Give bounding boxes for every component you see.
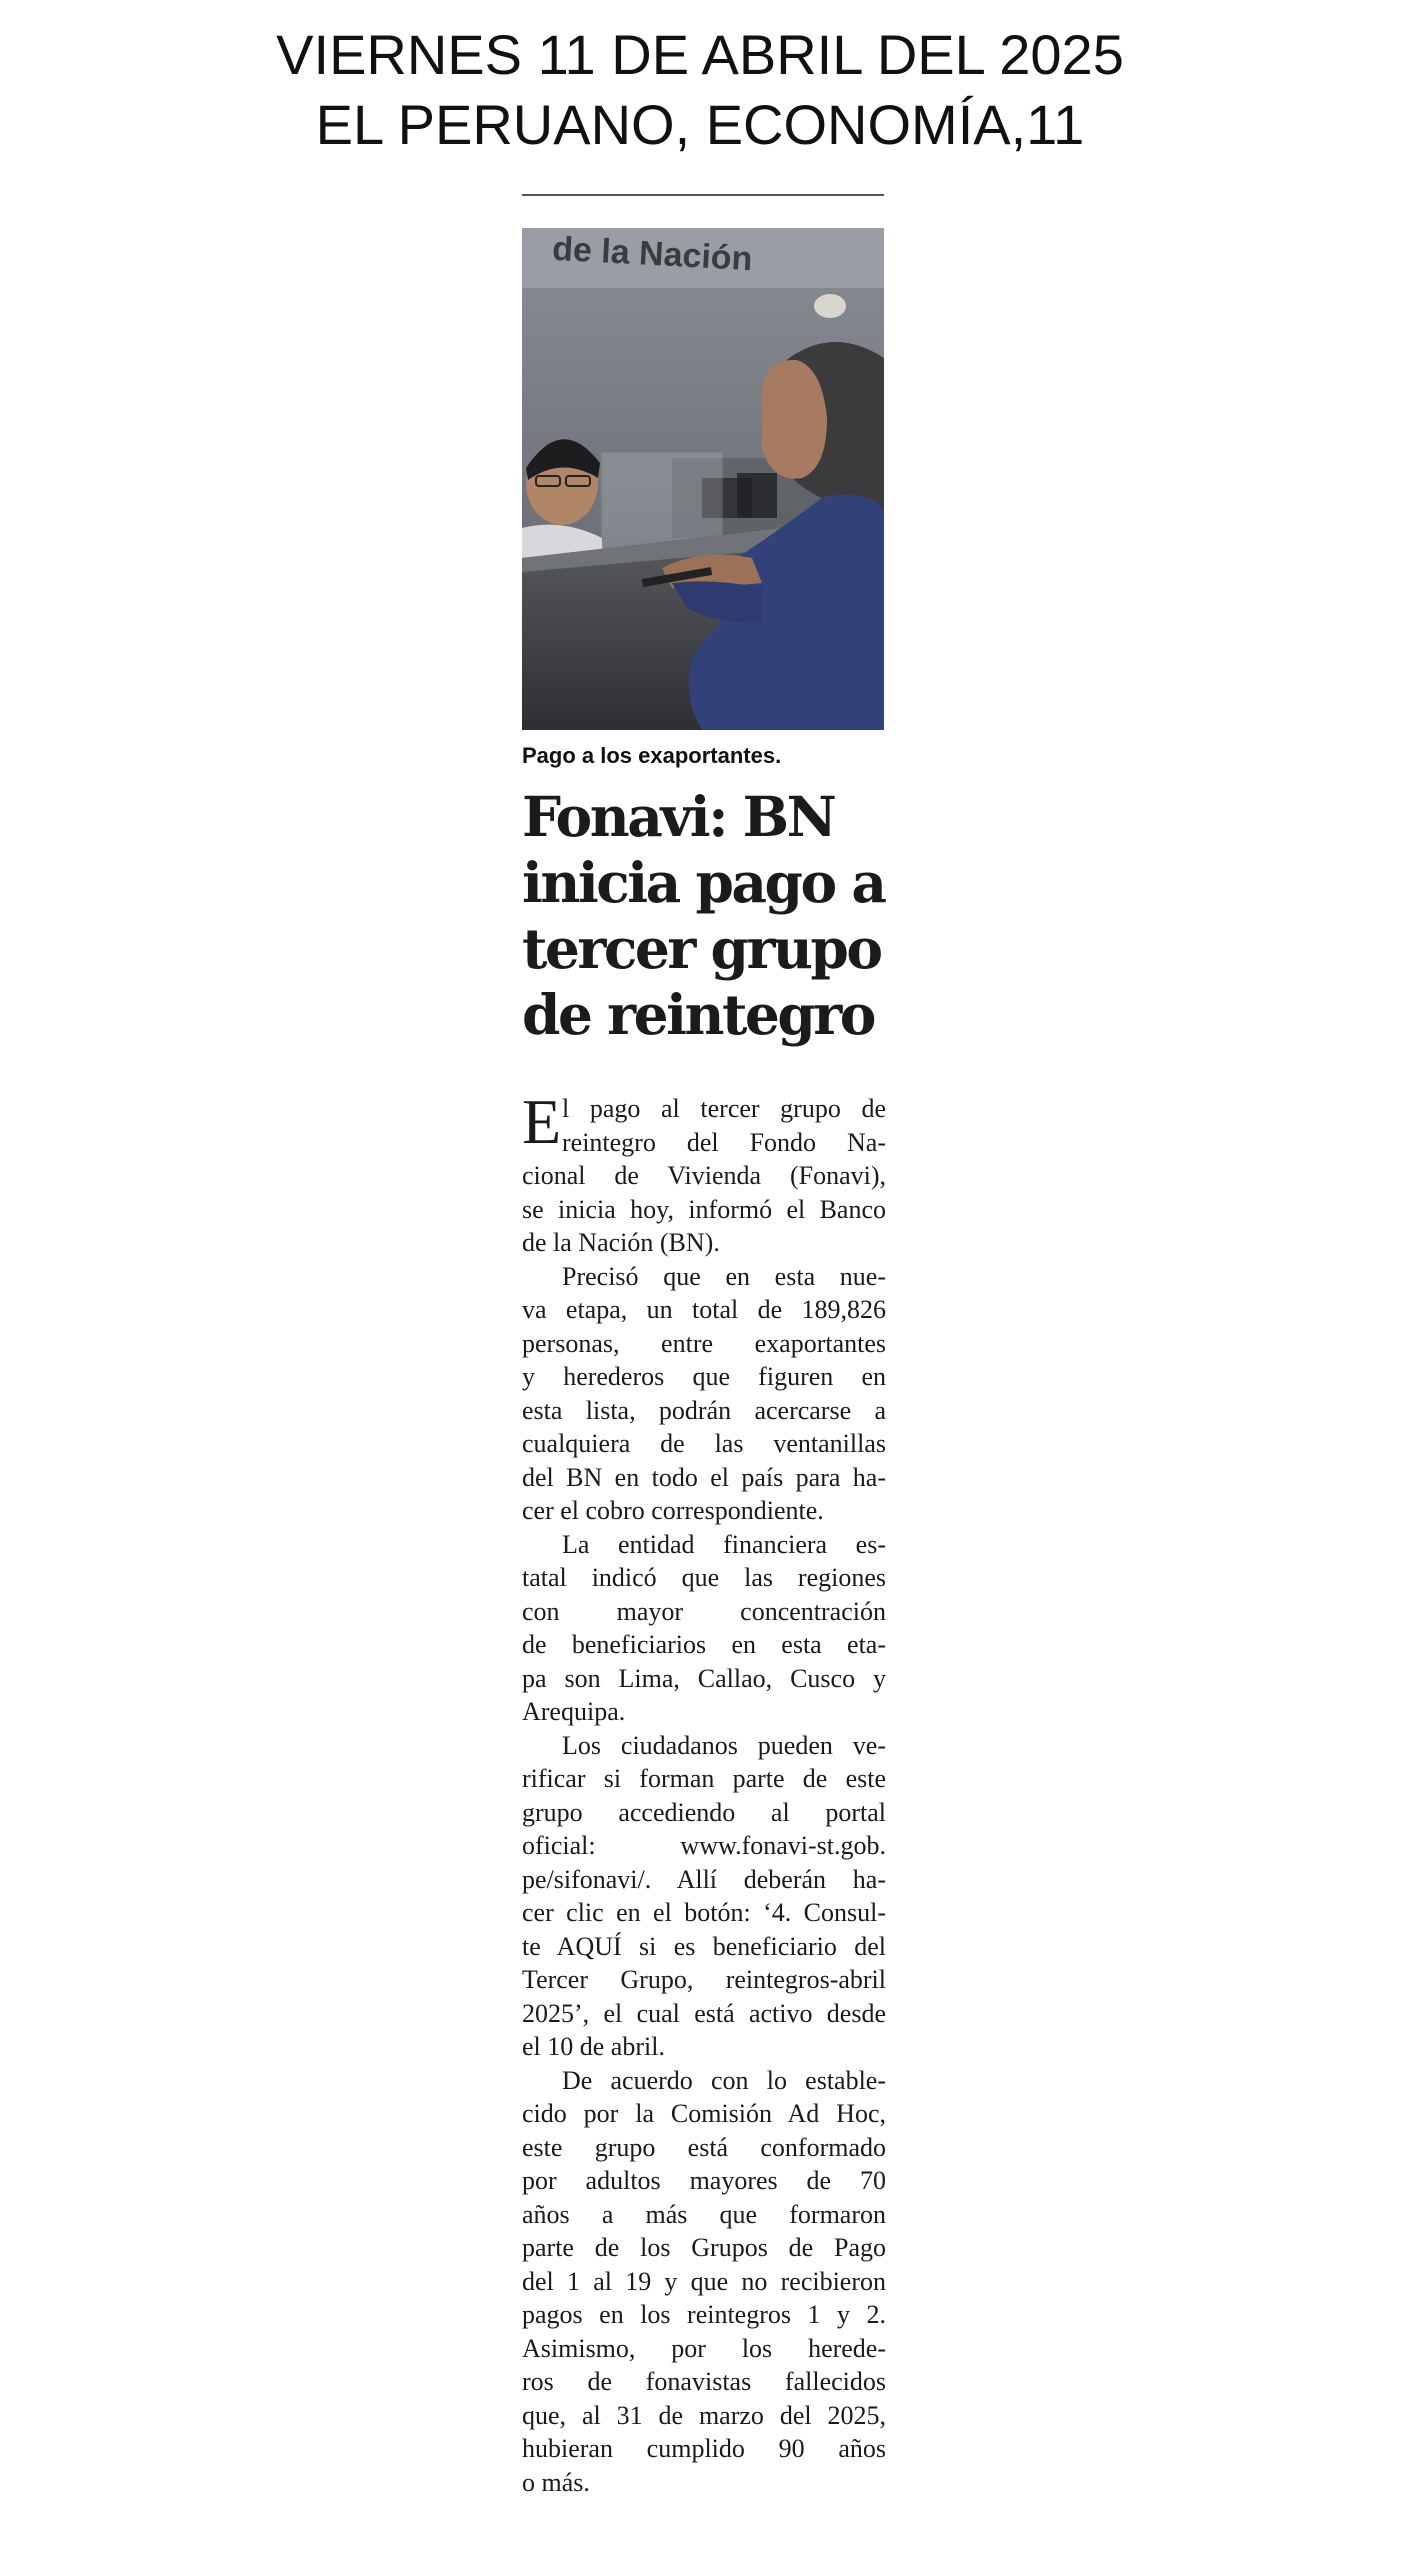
body-line: años a más que formaron — [522, 2199, 886, 2229]
body-line: por adultos mayores de 70 — [522, 2166, 886, 2195]
body-line: esta lista, podrán acercarse a — [522, 1395, 886, 1425]
body-line: oficial: www.fonavi-st.gob. — [522, 1831, 886, 1860]
article — [522, 228, 886, 2499]
body-line: grupo accediendo al portal — [522, 1797, 886, 1827]
body-line: pa son Lima, Callao, Cusco y — [522, 1663, 886, 1693]
body-line: 2025’, el cual está activo desde — [522, 1998, 886, 2028]
article-body — [522, 1086, 886, 2499]
body-line: este grupo está conformado — [522, 2132, 886, 2162]
body-line: rificar si forman parte de este — [522, 1764, 886, 1793]
headline-line: Fonavi: BN — [522, 784, 835, 849]
paragraph — [522, 1528, 886, 1729]
body-line: y herederos que figuren en — [522, 1362, 886, 1391]
body-line: Arequipa. — [522, 1697, 626, 1726]
page-header — [0, 20, 1400, 160]
body-line: que, al 31 de marzo del 2025, — [522, 2400, 886, 2430]
body-line: parte de los Grupos de Pago — [522, 2233, 886, 2262]
header-divider — [522, 194, 884, 196]
article-photo — [522, 228, 884, 730]
headline-line: inicia pago a — [522, 850, 885, 915]
body-line: cualquiera de las ventanillas — [522, 1429, 886, 1458]
body-line: Asimismo, por los herede- — [522, 2333, 886, 2363]
body-line: De acuerdo con lo estable- — [562, 2065, 886, 2095]
body-line: hubieran cumplido 90 años — [522, 2434, 886, 2463]
body-line: se inicia hoy, informó el Banco — [522, 1194, 886, 1224]
body-line: cional de Vivienda (Fonavi), — [522, 1161, 886, 1190]
body-line: de beneficiarios en esta eta- — [522, 1630, 886, 1659]
headline — [522, 784, 886, 1048]
body-line: Los ciudadanos pueden ve- — [562, 1730, 886, 1760]
body-line: personas, entre exaportantes — [522, 1328, 886, 1358]
body-line: tatal indicó que las regiones — [522, 1563, 886, 1592]
paragraph — [522, 2064, 886, 2500]
body-line: La entidad financiera es- — [562, 1529, 886, 1559]
body-line: del BN en todo el país para ha- — [522, 1462, 886, 1492]
body-line: l pago al tercer grupo de — [562, 1094, 886, 1123]
body-line: reintegro del Fondo Na- — [562, 1127, 886, 1157]
body-line: va etapa, un total de 189,826 — [522, 1295, 886, 1324]
paragraph — [522, 1729, 886, 2064]
photo-caption: Pago a los exaportantes. — [522, 743, 782, 768]
body-line: cer el cobro correspondiente. — [522, 1496, 824, 1525]
paragraph — [522, 1260, 886, 1528]
body-line: con mayor concentración — [522, 1596, 886, 1626]
body-line: te AQUÍ si es beneficiario del — [522, 1931, 886, 1961]
body-line: ros de fonavistas fallecidos — [522, 2367, 886, 2396]
body-line: pe/sifonavi/. Allí deberán ha- — [522, 1864, 886, 1894]
body-line: Tercer Grupo, reintegros-abril — [522, 1965, 886, 1994]
body-line: de la Nación (BN). — [522, 1228, 720, 1257]
body-line: pagos en los reintegros 1 y 2. — [522, 2300, 886, 2329]
body-line: o más. — [522, 2467, 590, 2497]
body-line: cido por la Comisión Ad Hoc, — [522, 2099, 886, 2128]
photo-sign-text: de la Nación — [551, 229, 754, 279]
source-line: EL PERUANO, ECONOMÍA,11 — [315, 93, 1085, 156]
headline-line: de reintegro — [522, 982, 874, 1047]
body-line: del 1 al 19 y que no recibieron — [522, 2266, 886, 2296]
body-line: cer clic en el botón: ‘4. Consul- — [522, 1898, 886, 1927]
date-line: VIERNES 11 DE ABRIL DEL 2025 — [276, 23, 1124, 86]
headline-line: tercer grupo — [522, 916, 881, 981]
drop-cap: E — [522, 1086, 562, 1157]
paragraph — [522, 1086, 886, 1260]
body-line: el 10 de abril. — [522, 2032, 665, 2061]
body-line: Precisó que en esta nue- — [562, 1261, 886, 1291]
